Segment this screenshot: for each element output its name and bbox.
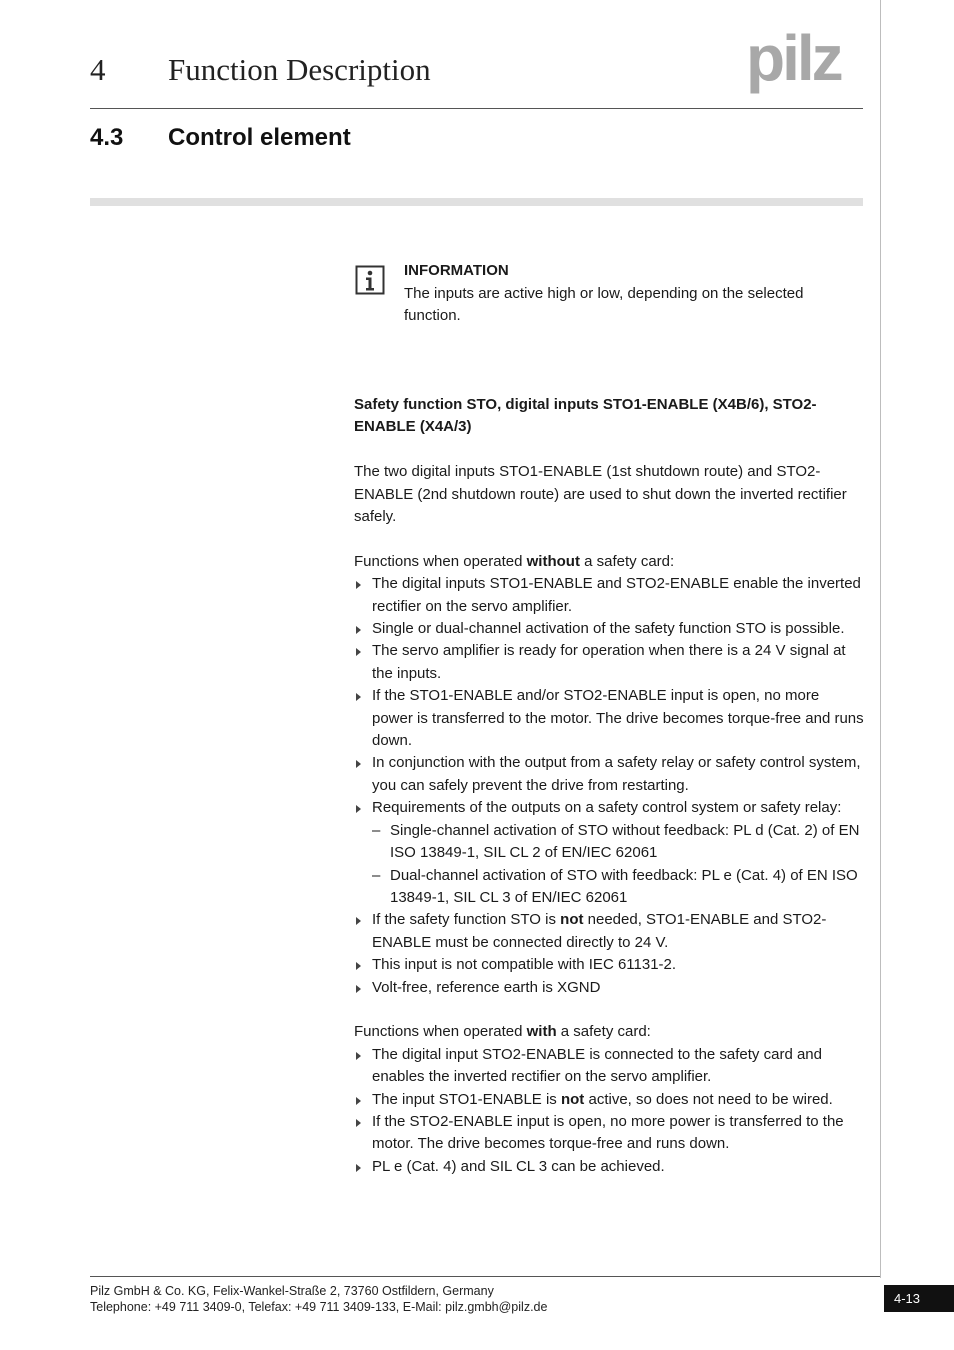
section-number: 4.3 bbox=[90, 124, 124, 151]
bullet-arrow-icon bbox=[356, 760, 361, 768]
list-item: Volt-free, reference earth is XGND bbox=[354, 977, 864, 999]
list-item: Requirements of the outputs on a safety control system or safety relay: – Single-channel activation of STO without feedback: PL d (Cat. 2) of EN ISO 13849-1, SIL CL 2 of EN/IEC 62061 – Dual-channel activation of STO with feedback: PL e (Cat. 4) of EN ISO 13849-1, SIL CL 3 of EN/IEC 62061 bbox=[354, 797, 864, 909]
list-item: This input is not compatible with IEC 61131-2. bbox=[354, 954, 864, 976]
svg-text:pilz: pilz bbox=[746, 28, 841, 94]
list-item: If the STO2-ENABLE input is open, no more power is transferred to the motor. The drive becomes torque-free and runs down. bbox=[354, 1111, 864, 1156]
information-text: The inputs are active high or low, depending on the selected function. bbox=[404, 284, 804, 324]
footer-address bbox=[90, 1283, 547, 1315]
with-safety-card-list bbox=[354, 1044, 864, 1178]
requirements-sublist bbox=[372, 820, 864, 910]
footer-contact-line: Telephone: +49 711 3409-0, Telefax: +49 711 3409-133, E-Mail: pilz.gmbh@pilz.de bbox=[90, 1300, 548, 1314]
pilz-logo bbox=[746, 28, 864, 94]
bullet-arrow-icon bbox=[356, 962, 361, 970]
right-margin-rule bbox=[880, 0, 881, 1278]
list-item: The digital input STO2-ENABLE is connected to the safety card and enables the inverted rectifier on the servo amplifier. bbox=[354, 1044, 864, 1089]
info-icon bbox=[355, 265, 385, 295]
list-item: The servo amplifier is ready for operation when there is a 24 V signal at the inputs. bbox=[354, 640, 864, 685]
bullet-arrow-icon bbox=[356, 1119, 361, 1127]
chapter-title: Function Description bbox=[168, 52, 431, 87]
chapter-number: 4 bbox=[90, 52, 106, 87]
list-item: If the safety function STO is not needed, STO1-ENABLE and STO2-ENABLE must be connected directly to 24 V. bbox=[354, 909, 864, 954]
sub-list-item: – Single-channel activation of STO without feedback: PL d (Cat. 2) of EN ISO 13849-1, SIL CL 2 of EN/IEC 62061 bbox=[372, 821, 860, 862]
header-rule bbox=[90, 108, 863, 109]
bullet-arrow-icon bbox=[356, 1164, 361, 1172]
bullet-arrow-icon bbox=[356, 648, 361, 656]
footer-company-line: Pilz GmbH & Co. KG, Felix-Wankel-Straße 2, 73760 Ostfildern, Germany bbox=[90, 1284, 494, 1298]
list-item: Single or dual-channel activation of the safety function STO is possible. bbox=[354, 618, 864, 640]
intro-paragraph: The two digital inputs STO1-ENABLE (1st shutdown route) and STO2-ENABLE (2nd shutdown route) are used to shut down the inverted rectifier safely. bbox=[354, 463, 847, 526]
list-item: If the STO1-ENABLE and/or STO2-ENABLE input is open, no more power is transferred to the motor. The drive becomes torque-free and runs down. bbox=[354, 685, 864, 752]
bullet-arrow-icon bbox=[356, 805, 361, 813]
bullet-arrow-icon bbox=[356, 985, 361, 993]
bullet-arrow-icon bbox=[356, 917, 361, 925]
footer-rule bbox=[90, 1276, 880, 1277]
sto-heading: Safety function STO, digital inputs STO1-ENABLE (X4B/6), STO2-ENABLE (X4A/3) bbox=[354, 396, 817, 436]
list-item: The input STO1-ENABLE is not active, so does not need to be wired. bbox=[354, 1089, 864, 1111]
section-divider-bar bbox=[90, 198, 863, 206]
list-item: PL e (Cat. 4) and SIL CL 3 can be achieved. bbox=[354, 1156, 864, 1178]
main-content bbox=[354, 394, 864, 1178]
sub-list-item: – Dual-channel activation of STO with feedback: PL e (Cat. 4) of EN ISO 13849-1, SIL CL 3 of EN/IEC 62061 bbox=[372, 866, 858, 906]
page-number: 4-13 bbox=[884, 1285, 954, 1312]
bullet-arrow-icon bbox=[356, 1097, 361, 1105]
section-title: Control element bbox=[168, 124, 351, 151]
without-safety-card-lead: Functions when operated without a safety card: bbox=[354, 552, 675, 570]
list-item: The digital inputs STO1-ENABLE and STO2-ENABLE enable the inverted rectifier on the servo amplifier. bbox=[354, 573, 864, 618]
bullet-arrow-icon bbox=[356, 693, 361, 701]
bullet-arrow-icon bbox=[356, 626, 361, 634]
information-title: INFORMATION bbox=[404, 262, 509, 279]
without-safety-card-list bbox=[354, 573, 864, 999]
bullet-arrow-icon bbox=[356, 581, 361, 589]
list-item: In conjunction with the output from a safety relay or safety control system, you can safely prevent the drive from restarting. bbox=[354, 752, 864, 797]
bullet-arrow-icon bbox=[356, 1052, 361, 1060]
information-note bbox=[404, 260, 864, 328]
with-safety-card-lead: Functions when operated with a safety card: bbox=[354, 1023, 651, 1041]
